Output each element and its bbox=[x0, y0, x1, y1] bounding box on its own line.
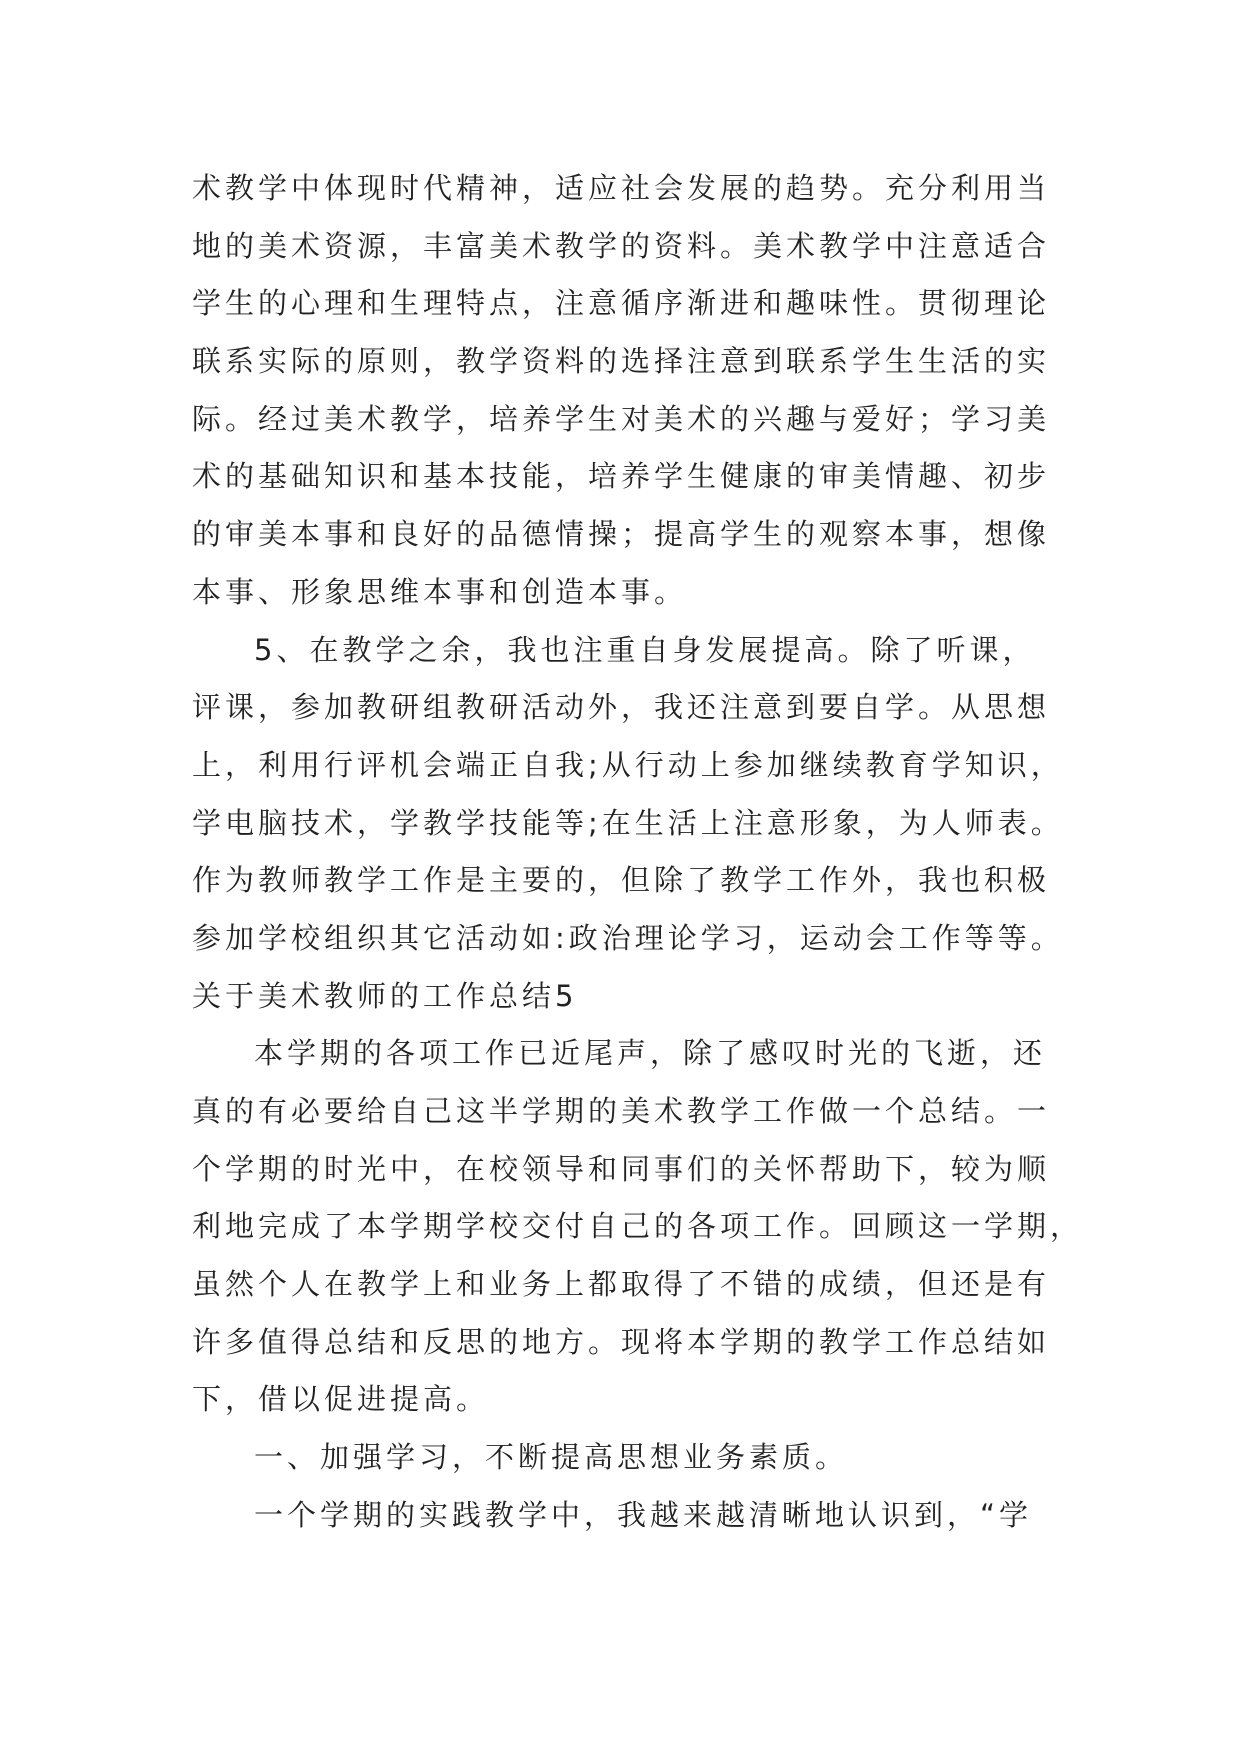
text-line: 评课，参加教研组教研活动外，我还注意到要自学。从思想 bbox=[192, 690, 1051, 725]
text-line: 作为教师教学工作是主要的，但除了教学工作外，我也积极 bbox=[192, 863, 1051, 898]
text-line: 学电脑技术，学教学技能等;在生活上注意形象，为人师表。 bbox=[192, 805, 1064, 840]
text-line: 联系实际的原则，教学资料的选择注意到联系学生生活的实 bbox=[192, 344, 1051, 379]
text-line: 虽然个人在教学上和业务上都取得了不错的成绩，但还是有 bbox=[192, 1267, 1051, 1302]
section-title: 关于美术教师的工作总结5 bbox=[192, 978, 578, 1013]
document-body bbox=[192, 160, 1084, 1545]
text-line: 个学期的时光中，在校领导和同事们的关怀帮助下，较为顺 bbox=[192, 1151, 1051, 1186]
text-line: 本事、形象思维本事和创造本事。 bbox=[192, 574, 688, 609]
text-line: 利地完成了本学期学校交付自己的各项工作。回顾这一学期， bbox=[192, 1209, 1084, 1244]
paragraph-start-line: 本学期的各项工作已近尾声，除了感叹时光的飞逝，还 bbox=[254, 1036, 1047, 1071]
text-line: 地的美术资源，丰富美术教学的资料。美术教学中注意适合 bbox=[192, 228, 1051, 263]
subheading-line: 一、加强学习，不断提高思想业务素质。 bbox=[254, 1440, 849, 1475]
paragraph-start-line: 一个学期的实践教学中，我越来越清晰地认识到，“学 bbox=[254, 1497, 1033, 1532]
text-line: 真的有必要给自己这半学期的美术教学工作做一个总结。一 bbox=[192, 1094, 1051, 1128]
text-line: 术的基础知识和基本技能，培养学生健康的审美情趣、初步 bbox=[192, 459, 1051, 494]
text-line: 参加学校组织其它活动如:政治理论学习，运动会工作等等。 bbox=[192, 920, 1064, 955]
text-line: 的审美本事和良好的品德情操；提高学生的观察本事，想像 bbox=[192, 517, 1051, 552]
text-line: 许多值得总结和反思的地方。现将本学期的教学工作总结如 bbox=[192, 1324, 1051, 1359]
text-line: 上，利用行评机会端正自我;从行动上参加继续教育学知识， bbox=[192, 747, 1064, 782]
paragraph-start-line: 5、在教学之余，我也注重自身发展提高。除了听课， bbox=[254, 632, 1036, 667]
text-line: 术教学中体现时代精神，适应社会发展的趋势。充分利用当 bbox=[192, 171, 1051, 205]
text-line: 下，借以促进提高。 bbox=[192, 1382, 490, 1417]
text-line: 学生的心理和生理特点，注意循序渐进和趣味性。贯彻理论 bbox=[192, 286, 1051, 321]
text-line: 际。经过美术教学，培养学生对美术的兴趣与爱好；学习美 bbox=[192, 401, 1051, 436]
